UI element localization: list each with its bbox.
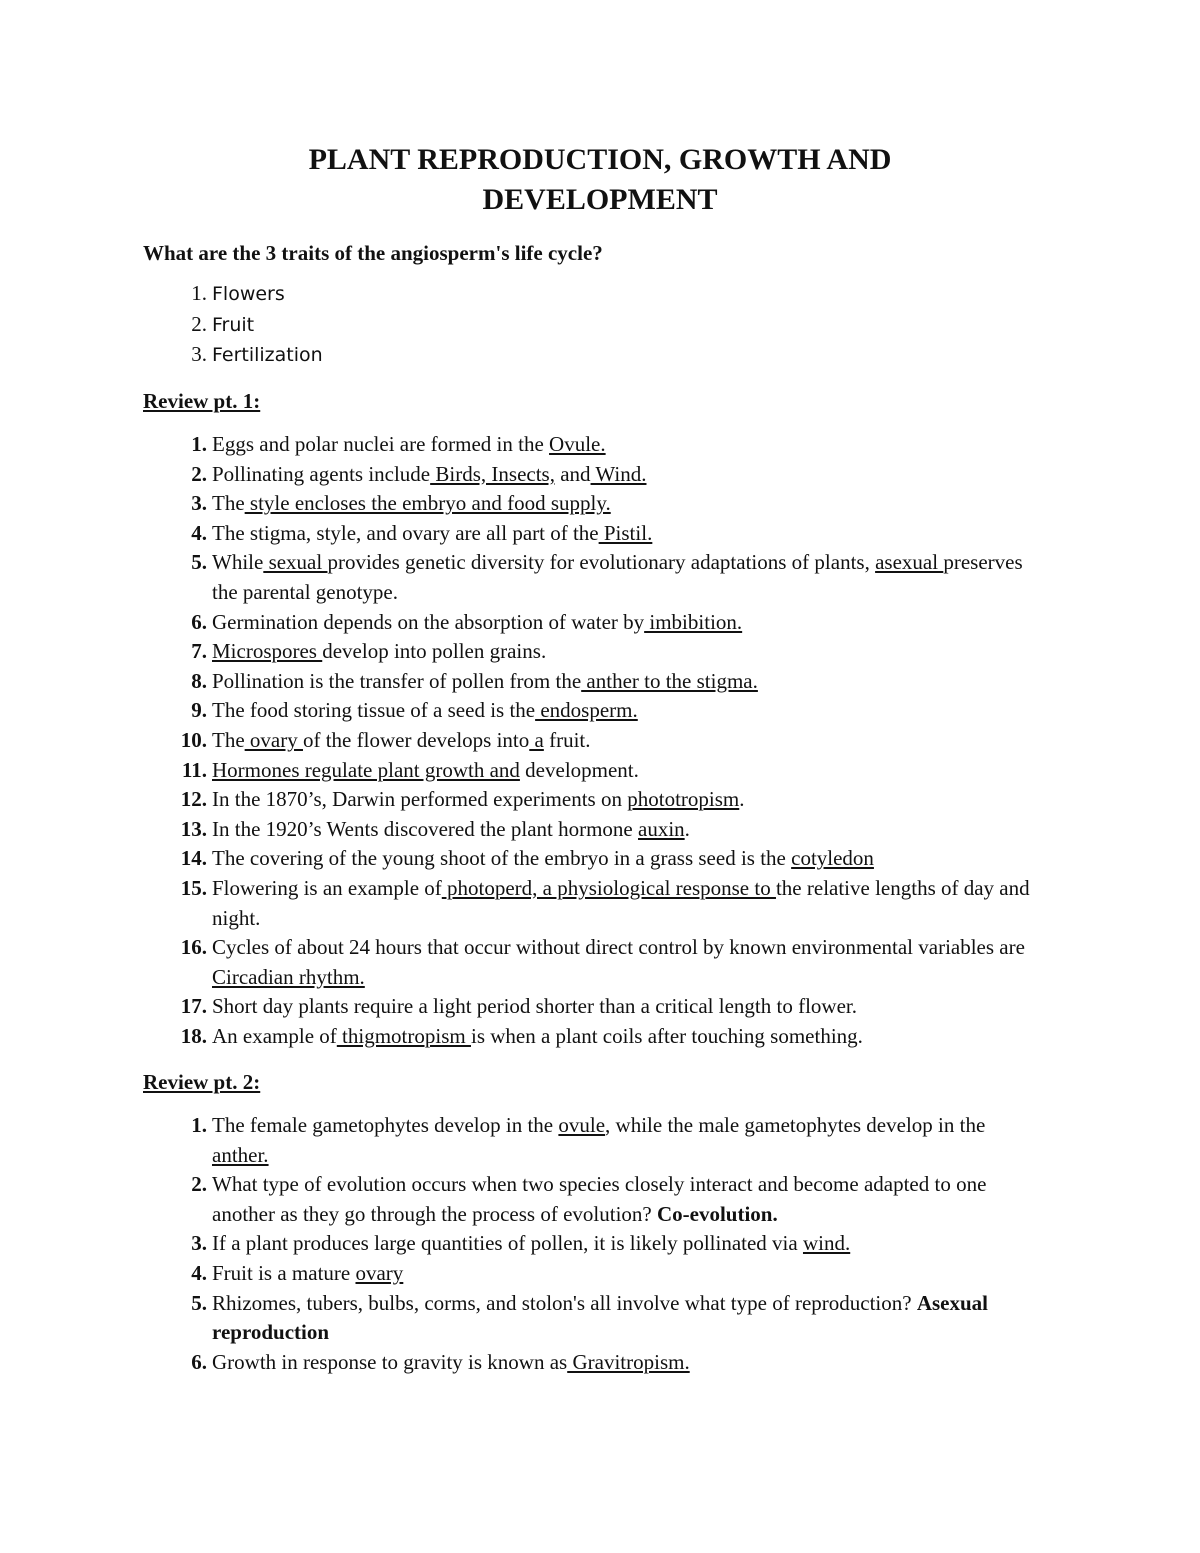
list-item — [143, 1170, 1043, 1229]
item-text: and — [554, 461, 591, 486]
list-item-number: 15. — [180, 875, 207, 900]
answer-text: wind. — [802, 1231, 851, 1256]
bold-answer-text: Co-evolution. — [656, 1201, 778, 1226]
item-text: Pollinating agents include — [212, 461, 431, 486]
list-item-number: 1. — [191, 281, 207, 305]
item-text: In the 1870’s, Darwin performed experiments on — [212, 787, 628, 812]
item-text: is when a plant coils after touching something. — [470, 1023, 863, 1048]
list-item-text: Flowers — [212, 283, 285, 305]
answer-text: Hormones regulate plant growth and — [212, 757, 520, 782]
answer-text: thigmotropism — [336, 1023, 471, 1048]
list-item — [143, 1259, 1043, 1289]
title-line-2: DEVELOPMENT — [482, 183, 718, 216]
list-item — [143, 726, 1043, 756]
bold-answer-text: Asexual reproduction — [212, 1290, 989, 1345]
item-text: Short day plants require a light period shorter than a critical length to flower. — [212, 994, 857, 1019]
answer-text: anther to the stigma. — [581, 668, 758, 693]
list-item — [143, 756, 1043, 786]
list-item-number: 14. — [180, 846, 207, 871]
item-text: . — [739, 787, 745, 812]
list-item — [143, 1289, 1043, 1348]
item-text: the relative lengths of day and night. — [212, 875, 1030, 930]
list-item — [143, 1022, 1043, 1052]
answer-text: Ovule. — [549, 432, 606, 456]
list-item — [143, 815, 1043, 845]
answer-text: endosperm. — [535, 698, 638, 723]
answer-text: phototropism — [627, 787, 740, 812]
list-item-text: Fruit — [212, 313, 255, 336]
list-item-number: 12. — [180, 787, 207, 812]
list-item — [143, 637, 1043, 667]
item-text: develop into pollen grains. — [322, 639, 547, 664]
list-item-number: 16. — [180, 935, 207, 960]
answer-text: a — [529, 727, 544, 752]
item-text: In the 1920’s Wents discovered the plant hormone — [212, 816, 638, 841]
list-item-number: 4. — [191, 1260, 207, 1285]
list-item-number: 17. — [180, 994, 207, 1019]
item-text: Flowering is an example of — [212, 875, 442, 900]
answer-text: Birds, Insects, — [430, 461, 555, 486]
list-item — [143, 489, 1043, 519]
list-item — [143, 696, 1043, 726]
list-item — [143, 933, 1043, 992]
list-item-number: 4. — [191, 520, 207, 545]
item-text: preserves the parental genotype. — [212, 550, 1023, 604]
item-text: Pollination is the transfer of pollen from the — [212, 668, 582, 693]
item-text: An example of — [212, 1023, 337, 1048]
item-text: Rhizomes, tubers, bulbs, corms, and stolon's all involve what type of reproduction? — [212, 1290, 917, 1315]
list-item — [143, 310, 1043, 341]
list-item — [143, 548, 1043, 607]
answer-text: ovary — [244, 727, 303, 752]
list-item-number: 5. — [191, 550, 207, 575]
answer-text: anther. — [212, 1142, 269, 1167]
list-item-number: 10. — [180, 727, 207, 752]
item-text: of the flower develops into — [302, 727, 530, 752]
list-item — [143, 279, 1043, 310]
list-item — [143, 844, 1043, 874]
list-item-text: Fertilization — [212, 344, 323, 367]
list-item-number: 13. — [180, 816, 207, 841]
traits-question: What are the 3 traits of the angiosperm's life cycle? — [143, 241, 603, 265]
answer-text: sexual — [263, 550, 328, 575]
item-text: Eggs and polar nuclei are formed in the — [212, 432, 550, 456]
list-item — [143, 340, 1043, 371]
list-item — [143, 1348, 1043, 1378]
answer-text: Pistil. — [598, 520, 653, 545]
list-item-number: 3. — [191, 1231, 207, 1256]
item-text: Fruit is a mature — [212, 1260, 356, 1285]
review-1-list — [143, 430, 1043, 1051]
item-text: The stigma, style, and ovary are all part of the — [212, 520, 599, 545]
list-item-number: 8. — [191, 668, 207, 693]
item-text: The covering of the young shoot of the embryo in a grass seed is the — [212, 846, 792, 871]
list-item-number: 11. — [181, 757, 207, 782]
list-item — [143, 519, 1043, 549]
answer-text: asexual — [875, 550, 944, 575]
list-item-number: 18. — [180, 1023, 207, 1048]
list-item-number: 7. — [191, 639, 207, 664]
list-item — [143, 667, 1043, 697]
answer-text: Gravitropism. — [567, 1349, 690, 1374]
item-text: Cycles of about 24 hours that occur without direct control by known environmental variables are — [212, 935, 1025, 960]
answer-text: ovule — [558, 1113, 606, 1137]
list-item-number: 6. — [191, 1349, 207, 1374]
traits-list — [143, 279, 1043, 371]
answer-text: cotyledon — [791, 846, 874, 871]
item-text: The — [212, 727, 245, 752]
item-text: development. — [519, 757, 639, 782]
item-text: The — [212, 491, 245, 516]
list-item-number: 9. — [191, 698, 207, 723]
list-item-number: 2. — [191, 461, 207, 486]
title-line-1: PLANT REPRODUCTION, GROWTH AND — [308, 143, 892, 176]
list-item-number: 1. — [191, 432, 207, 456]
item-text: The female gametophytes develop in the — [212, 1113, 559, 1137]
answer-text: Wind. — [590, 461, 647, 486]
list-item — [143, 874, 1043, 933]
list-item — [143, 1229, 1043, 1259]
review-2-heading: Review pt. 2: — [143, 1070, 261, 1094]
item-text: Germination depends on the absorption of water by — [212, 609, 645, 634]
answer-text: style encloses the embryo and food supply. — [244, 491, 611, 516]
item-text: While — [212, 550, 264, 575]
list-item — [143, 785, 1043, 815]
list-item-number: 6. — [191, 609, 207, 634]
answer-text: auxin — [638, 816, 685, 841]
list-item — [143, 430, 1043, 460]
review-1-heading: Review pt. 1: — [143, 389, 261, 413]
list-item-number: 5. — [191, 1290, 207, 1315]
item-text: The food storing tissue of a seed is the — [212, 698, 536, 723]
answer-text: photoperd, a physiological response to — [441, 875, 776, 900]
answer-text: ovary — [355, 1260, 404, 1285]
answer-text: Circadian rhythm. — [212, 964, 365, 989]
item-text: fruit. — [543, 727, 591, 752]
item-text: What type of evolution occurs when two species closely interact and become adapted to one another as they go through the process of evolution? — [212, 1172, 987, 1226]
answer-text: Microspores — [212, 639, 323, 664]
list-item-number: 1. — [191, 1113, 207, 1137]
list-item-number: 2. — [191, 1172, 207, 1197]
item-text: provides genetic diversity for evolutionary adaptations of plants, — [327, 550, 876, 575]
page-title — [0, 140, 1200, 220]
list-item-number: 3. — [191, 342, 207, 367]
list-item — [143, 992, 1043, 1022]
list-item — [143, 460, 1043, 490]
list-item-number: 3. — [191, 491, 207, 516]
item-text: . — [684, 816, 690, 841]
item-text: , while the male gametophytes develop in the — [605, 1113, 986, 1137]
list-item-number: 2. — [191, 311, 207, 336]
list-item — [143, 1111, 1043, 1170]
answer-text: imbibition. — [644, 609, 743, 634]
review-2-list — [143, 1111, 1043, 1377]
item-text: Growth in response to gravity is known as — [212, 1349, 568, 1374]
list-item — [143, 608, 1043, 638]
item-text: If a plant produces large quantities of pollen, it is likely pollinated via — [212, 1231, 803, 1256]
